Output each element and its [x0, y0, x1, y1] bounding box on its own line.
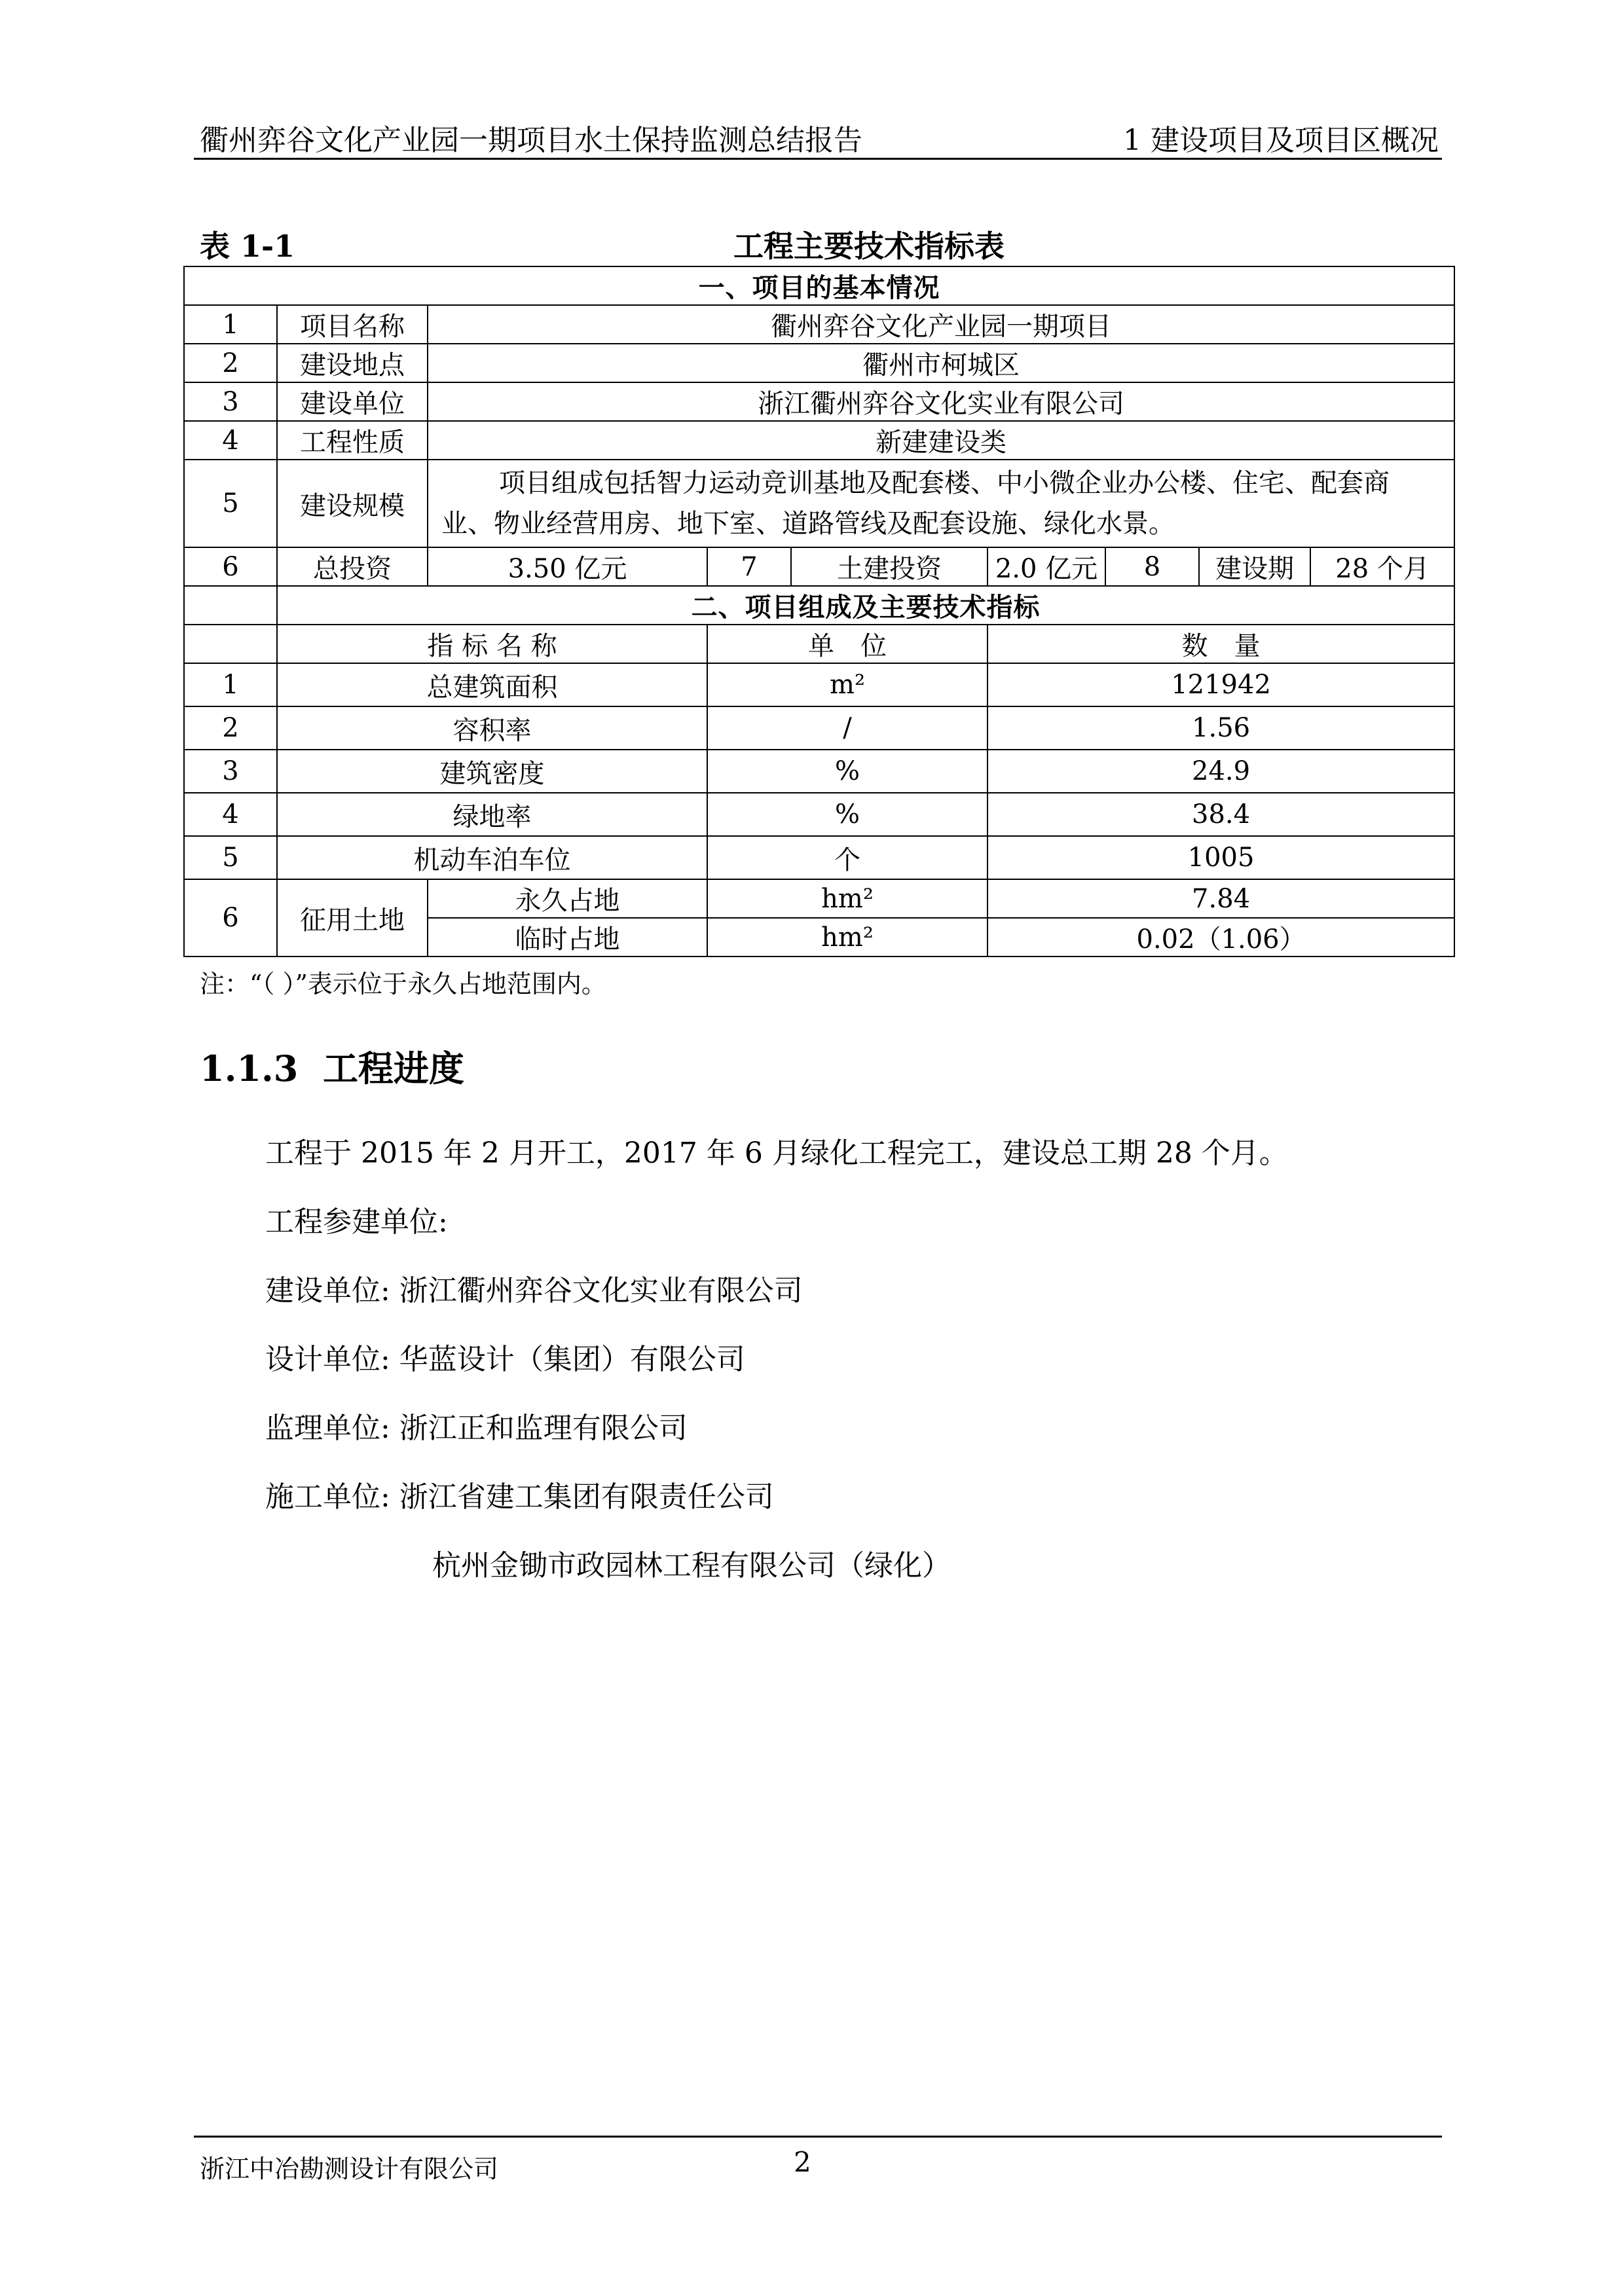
technical-indicators-table: [183, 266, 1455, 957]
row-number: 1: [184, 305, 277, 344]
row-number: 4: [184, 421, 277, 460]
table-row: [184, 706, 1454, 750]
indicator-unit: %: [707, 750, 987, 793]
investment-row: [184, 547, 1454, 586]
row-number: 3: [184, 750, 277, 793]
contractor-line-2: 杭州金锄市政园林工程有限公司（绿化）: [432, 1549, 951, 1582]
indicator-quantity: 7.84: [987, 879, 1454, 918]
field-value: 衢州市柯城区: [428, 344, 1454, 382]
indicator-unit: %: [707, 793, 987, 836]
indicator-unit: /: [707, 706, 987, 750]
page-number: 2: [794, 2146, 811, 2178]
indicator-quantity: 1005: [987, 836, 1454, 879]
field-name: 建设规模: [277, 460, 428, 547]
table-row: [184, 750, 1454, 793]
indicator-quantity: 1.56: [987, 706, 1454, 750]
indicator-name: 容积率: [277, 706, 707, 750]
row-number: 5: [184, 836, 277, 879]
column-header-quantity: 数 量: [987, 625, 1454, 663]
table-note: 注：“（ ）”表示位于永久占地范围内。: [200, 970, 606, 998]
row-number: 2: [184, 344, 277, 382]
civil-investment-label: 土建投资: [791, 547, 987, 586]
row-number: 4: [184, 793, 277, 836]
column-header-unit: 单 位: [707, 625, 987, 663]
row-number: 5: [184, 460, 277, 547]
construction-period-label: 建设期: [1199, 547, 1310, 586]
column-header-name: 指 标 名 称: [277, 625, 707, 663]
indicator-unit: hm²: [707, 879, 987, 918]
total-investment-value: 3.50 亿元: [428, 547, 707, 586]
row-number: 2: [184, 706, 277, 750]
land-subtype: 临时占地: [428, 918, 707, 957]
section-number: 1.1.3: [200, 1048, 299, 1089]
field-value: 衢州弈谷文化产业园一期项目: [428, 305, 1454, 344]
indicator-quantity: 38.4: [987, 793, 1454, 836]
field-value: 新建建设类: [428, 421, 1454, 460]
table-row: [184, 344, 1454, 382]
indicator-unit: 个: [707, 836, 987, 879]
supervisor-line: 监理单位: 浙江正和监理有限公司: [265, 1412, 688, 1445]
column-header-row: [184, 625, 1454, 663]
table-row: [184, 382, 1454, 421]
land-subtype: 永久占地: [428, 879, 707, 918]
indicator-name: 总建筑面积: [277, 663, 707, 706]
participants-label: 工程参建单位:: [265, 1205, 448, 1239]
builder-line: 建设单位: 浙江衢州弈谷文化实业有限公司: [265, 1274, 803, 1307]
footer-company: 浙江中冶勘测设计有限公司: [200, 2155, 499, 2183]
indicator-quantity: 121942: [987, 663, 1454, 706]
row-number: 8: [1105, 547, 1199, 586]
table-row: [184, 460, 1454, 547]
designer-line: 设计单位: 华蓝设计（集团）有限公司: [265, 1343, 745, 1376]
field-name: 项目名称: [277, 305, 428, 344]
field-value: 项目组成包括智力运动竞训基地及配套楼、中小微企业办公楼、住宅、配套商业、物业经营用房、地下室、道路管线及配套设施、绿化水景。: [428, 460, 1454, 547]
indicator-quantity: 0.02（1.06）: [987, 918, 1454, 957]
header-report-title: 衢州弈谷文化产业园一期项目水土保持监测总结报告: [200, 124, 862, 157]
empty-cell: [184, 586, 277, 625]
section-title: 工程进度: [322, 1048, 464, 1089]
indicator-unit: m²: [707, 663, 987, 706]
total-investment-label: 总投资: [277, 547, 428, 586]
empty-cell: [184, 625, 277, 663]
indicator-name: 机动车泊车位: [277, 836, 707, 879]
indicator-unit: hm²: [707, 918, 987, 957]
table-row: [184, 663, 1454, 706]
table-row: [184, 836, 1454, 879]
section2-header: 二、项目组成及主要技术指标: [277, 586, 1454, 625]
construction-period-value: 28 个月: [1310, 547, 1454, 586]
section-header-row: [184, 266, 1454, 305]
table-row: [184, 879, 1454, 918]
indicator-name: 绿地率: [277, 793, 707, 836]
indicator-quantity: 24.9: [987, 750, 1454, 793]
header-rule: [194, 158, 1442, 160]
table-row: [184, 305, 1454, 344]
field-name: 工程性质: [277, 421, 428, 460]
row-number: 3: [184, 382, 277, 421]
row-number: 7: [707, 547, 791, 586]
footer-rule: [194, 2136, 1442, 2138]
field-name: 建设单位: [277, 382, 428, 421]
schedule-paragraph: 工程于 2015 年 2 月开工，2017 年 6 月绿化工程完工，建设总工期 28 个月。: [265, 1137, 1288, 1170]
civil-investment-value: 2.0 亿元: [987, 547, 1105, 586]
section-header-row: [184, 586, 1454, 625]
header-chapter-title: 1 建设项目及项目区概况: [1123, 124, 1439, 157]
row-number: 1: [184, 663, 277, 706]
section-heading: [200, 1041, 464, 1091]
table-label: 表 1-1: [200, 228, 295, 264]
field-name: 建设地点: [277, 344, 428, 382]
table-row: [184, 421, 1454, 460]
contractor-line: 施工单位: 浙江省建工集团有限责任公司: [265, 1480, 774, 1514]
row-number: 6: [184, 879, 277, 957]
row-number: 6: [184, 547, 277, 586]
field-value: 浙江衢州弈谷文化实业有限公司: [428, 382, 1454, 421]
table-title: 工程主要技术指标表: [733, 228, 1005, 264]
table-row: [184, 793, 1454, 836]
indicator-name: 征用土地: [277, 879, 428, 957]
section1-header: 一、项目的基本情况: [184, 266, 1454, 305]
indicator-name: 建筑密度: [277, 750, 707, 793]
